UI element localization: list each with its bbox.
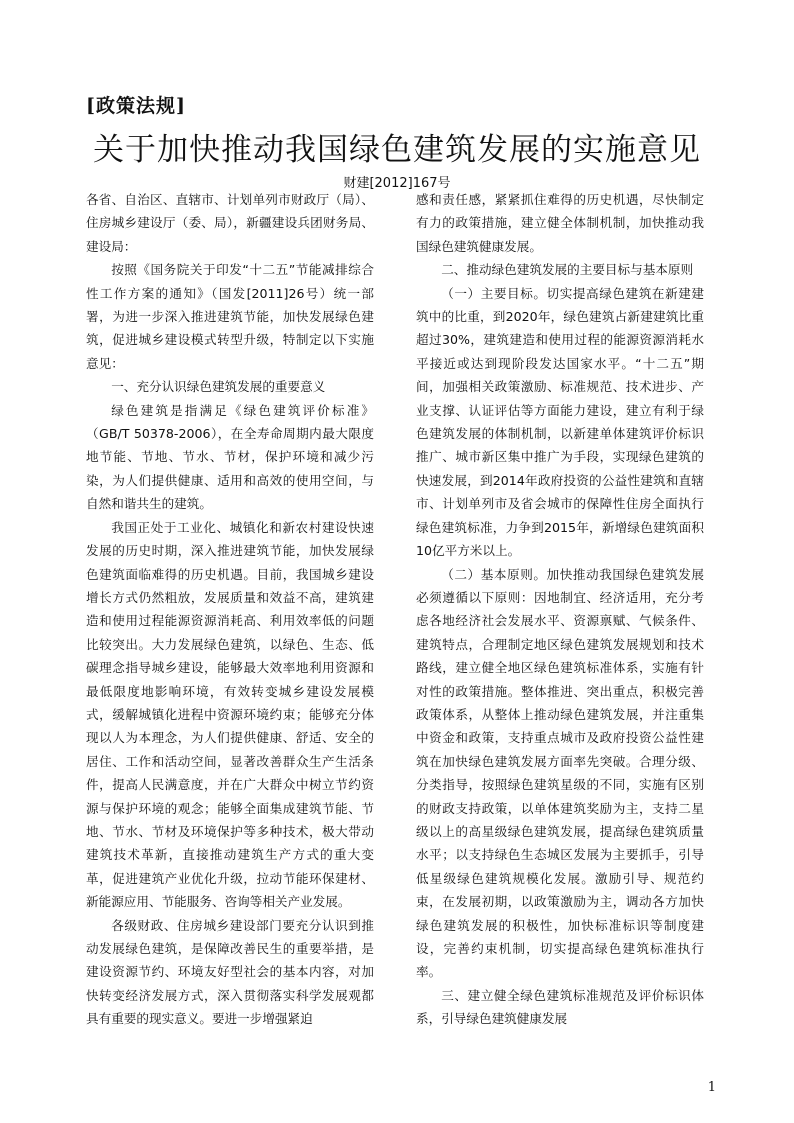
section-heading: 二、推动绿色建筑发展的主要目标与基本原则 <box>441 262 694 278</box>
body-paragraph: （二）基本原则。加快推动我国绿色建筑发展必须遵循以下原则：因地制宜、经济适用，充分考虑各地经济社会发展水平、资源禀赋、气候条件、建筑特点，合理制定地区绿色建筑发展规划和技术路线，建立健全地区绿色建筑标准体系，实施有针对性的政策措施。整体推进、突出重点，积极完善政策体系，从整体上推动绿色建筑发展，并注重集中资金和政策，支持重点城市及政府投资公益性建筑在加快绿色建筑发展方面率先突破。合理分级、分类指导，按照绿色建筑星级的不同，实施有区别的财政支持政策，以单体建筑奖励为主，支持二星级以上的高星级绿色建筑发展，提高绿色建筑质量水平；以支持绿色生态城区发展为主要抓手，引导低星级绿色建筑规模化发展。激励引导、规范约束，在发展初期，以政策激励为主，调动各方加快绿色建筑发展的积极性，加快标准标识等制度建设，完善约束机制，切实提高绿色建筑标准执行率。 <box>416 566 704 980</box>
document-number: 财建[2012]167号 <box>343 176 451 191</box>
section-heading: 三、建立健全绿色建筑标准规范及评价标识体系，引导绿色建筑健康发展 <box>416 987 704 1027</box>
section-heading: 一、充分认识绿色建筑发展的重要意义 <box>111 379 326 395</box>
body-paragraph: （一）主要目标。切实提高绿色建筑在新建建筑中的比重，到2020年，绿色建筑占新建建筑比重超过30%，建筑建造和使用过程的能源资源消耗水平接近或达到现阶段发达国家水平。“十二五”期间，加强相关政策激励、标准规范、技术进步、产业支撑、认证评估等方面能力建设，建立有利于绿色建筑发展的体制机制，以新建单体建筑评价标识推广、城市新区集中推广为手段，实现绿色建筑的快速发展，到2014年政府投资的公益性建筑和直辖市、计划单列市及省会城市的保障性住房全面执行绿色建筑标准，力争到2015年，新增绿色建筑面积10亿平方米以上。 <box>416 285 704 559</box>
document-title: 关于加快推动我国绿色建筑发展的实施意见 <box>93 132 701 168</box>
body-paragraph-continued: 感和责任感，紧紧抓住难得的历史机遇，尽快制定有力的政策措施，建立健全体制机制，加快推动我国绿色建筑健康发展。 <box>416 192 704 254</box>
right-column <box>416 188 704 1031</box>
body-paragraph: 我国正处于工业化、城镇化和新农村建设快速发展的历史时期，深入推进建筑节能，加快发展绿色建筑面临难得的历史机遇。目前，我国城乡建设增长方式仍然粗放，发展质量和效益不高，建筑建造和使用过程能源资源消耗高、利用效率低的问题比较突出。大力发展绿色建筑，以绿色、生态、低碳理念指导城乡建设，能够最大效率地利用资源和最低限度地影响环境，有效转变城乡建设发展模式，缓解城镇化进程中资源环境约束；能够充分体现以人为本理念，为人们提供健康、舒适、安全的居住、工作和活动空间，显著改善群众生产生活条件，提高人民满意度，并在广大群众中树立节约资源与保护环境的观念；能够全面集成建筑节能、节地、节水、节材及环境保护等多种技术，极大带动建筑技术革新，直接推动建筑生产方式的重大变革，促进建筑产业优化升级，拉动节能环保建材、新能源应用、节能服务、咨询等相关产业发展。 <box>86 519 374 910</box>
addressee-paragraph: 各省、自治区、直辖市、计划单列市财政厅（局）、住房城乡建设厅（委、局），新疆建设兵团财务局、建设局： <box>86 192 374 254</box>
left-column <box>86 188 374 1031</box>
body-paragraph: 按照《国务院关于印发“十二五”节能减排综合性工作方案的通知》（国发[2011]26号）统一部署，为进一步深入推进建筑节能，加快发展绿色建筑，促进城乡建设模式转型升级，特制定以下实施意见： <box>86 262 374 371</box>
body-paragraph: 各级财政、住房城乡建设部门要充分认识到推动发展绿色建筑，是保障改善民生的重要举措，是建设资源节约、环境友好型社会的基本内容，对加快转变经济发展方式，深入贯彻落实科学发展观都具有重要的现实意义。要进一步增强紧迫 <box>86 917 374 1027</box>
section-tag: [政策法规] <box>86 95 186 117</box>
page-number: 1 <box>707 1080 716 1095</box>
body-paragraph: 绿色建筑是指满足《绿色建筑评价标准》（GB/T 50378-2006），在全寿命周期内最大限度地节能、节地、节水、节材，保护环境和减少污染，为人们提供健康、适用和高效的使用空间，与自然和谐共生的建筑。 <box>86 402 374 512</box>
